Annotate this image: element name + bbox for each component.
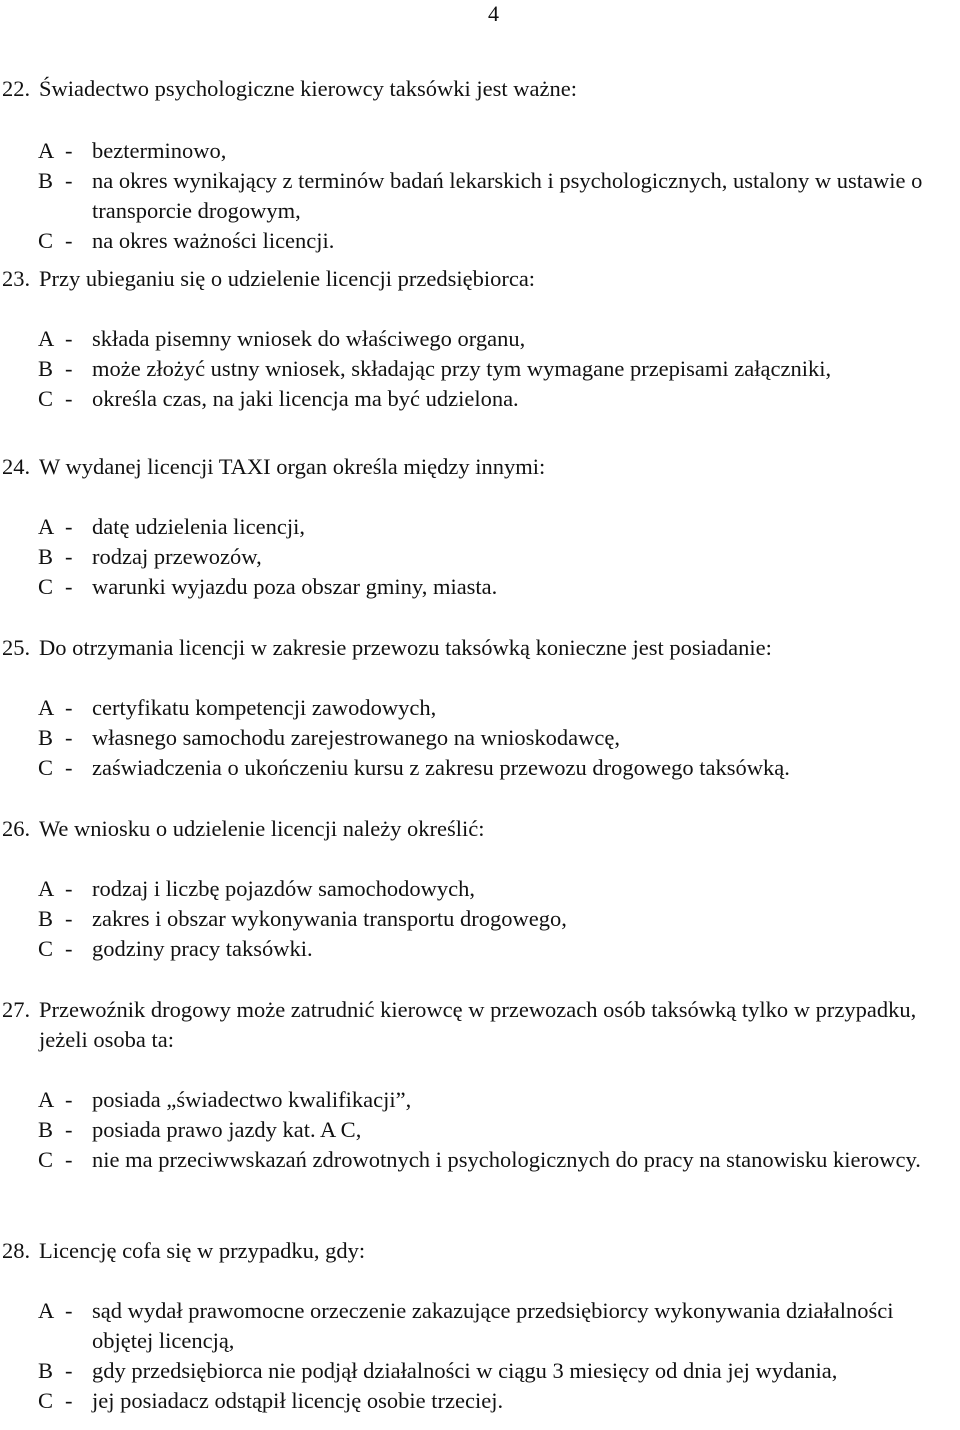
answer-a xyxy=(0,324,960,354)
answer-text: zaświadczenia o ukończeniu kursu z zakresu przewozu drogowego taksówką. xyxy=(92,755,790,780)
answer-dash: - xyxy=(65,386,73,411)
answer-b xyxy=(0,723,960,753)
answer-text: rodzaj i liczbę pojazdów samochodowych, xyxy=(92,876,475,901)
question-number: 26. xyxy=(2,816,31,841)
question-24 xyxy=(0,452,960,633)
answer-dash: - xyxy=(65,1087,73,1112)
question-text: Świadectwo psychologiczne kierowcy taksówki jest ważne: xyxy=(39,76,577,101)
answer-letter: A xyxy=(38,1298,55,1323)
answer-text: godziny pracy taksówki. xyxy=(92,936,313,961)
answer-dash: - xyxy=(65,228,73,253)
answer-c xyxy=(0,572,960,602)
question-text: Przewoźnik drogowy może zatrudnić kierowcę w przewozach osób taksówką tylko w przypadku, jeżeli osoba ta: xyxy=(39,997,917,1052)
answer-dash: - xyxy=(65,168,73,193)
answer-text: gdy przedsiębiorca nie podjął działalności w ciągu 3 miesięcy od dnia jej wydania, xyxy=(92,1358,838,1383)
answer-letter: C xyxy=(38,574,54,599)
answer-c xyxy=(0,226,960,256)
question-23 xyxy=(0,264,960,452)
answer-dash: - xyxy=(65,936,73,961)
answer-dash: - xyxy=(65,514,73,539)
answer-list xyxy=(0,1085,960,1175)
answer-b xyxy=(0,1356,960,1386)
answer-dash: - xyxy=(65,1388,73,1413)
answer-text: na okres wynikający z terminów badań lekarskich i psychologicznych, ustalony w ustawie o transporcie drogowym, xyxy=(92,168,923,223)
answer-text: składa pisemny wniosek do właściwego organu, xyxy=(92,326,526,351)
answer-text: określa czas, na jaki licencja ma być udzielona. xyxy=(92,386,519,411)
answer-a xyxy=(0,874,960,904)
answer-letter: C xyxy=(38,386,54,411)
question-28 xyxy=(0,1236,960,1416)
answer-list xyxy=(0,136,960,256)
answer-a xyxy=(0,1085,960,1115)
answer-dash: - xyxy=(65,695,73,720)
question-text: Do otrzymania licencji w zakresie przewozu taksówką konieczne jest posiadanie: xyxy=(39,635,772,660)
answer-dash: - xyxy=(65,1358,73,1383)
answer-dash: - xyxy=(65,574,73,599)
answer-dash: - xyxy=(65,544,73,569)
page-number: 4 xyxy=(488,1,499,26)
answer-dash: - xyxy=(65,326,73,351)
question-text: We wniosku o udzielenie licencji należy określić: xyxy=(39,816,485,841)
answer-b xyxy=(0,1115,960,1145)
answer-letter: A xyxy=(38,695,55,720)
answer-letter: C xyxy=(38,228,54,253)
question-heading xyxy=(0,633,960,663)
question-text: W wydanej licencji TAXI organ określa między innymi: xyxy=(39,454,546,479)
answer-letter: B xyxy=(38,544,54,569)
answer-c xyxy=(0,384,960,414)
answer-letter: C xyxy=(38,1388,54,1413)
answer-letter: A xyxy=(38,514,55,539)
answer-text: sąd wydał prawomocne orzeczenie zakazujące przedsiębiorcy wykonywania działalności objętej licencją, xyxy=(92,1298,894,1353)
answer-letter: A xyxy=(38,326,55,351)
answer-dash: - xyxy=(65,906,73,931)
answer-a xyxy=(0,1296,960,1356)
answer-letter: A xyxy=(38,1087,55,1112)
answer-letter: B xyxy=(38,1358,54,1383)
answer-dash: - xyxy=(65,1147,73,1172)
question-heading xyxy=(0,264,960,294)
answer-text: własnego samochodu zarejestrowanego na wnioskodawcę, xyxy=(92,725,620,750)
answer-b xyxy=(0,904,960,934)
question-heading xyxy=(0,1236,960,1266)
answer-dash: - xyxy=(65,138,73,163)
answer-letter: B xyxy=(38,168,54,193)
answer-text: bezterminowo, xyxy=(92,138,227,163)
answer-dash: - xyxy=(65,725,73,750)
question-heading xyxy=(0,452,960,482)
answer-letter: C xyxy=(38,755,54,780)
question-number: 25. xyxy=(2,635,31,660)
answer-text: warunki wyjazdu poza obszar gminy, miasta. xyxy=(92,574,498,599)
question-text: Przy ubieganiu się o udzielenie licencji przedsiębiorca: xyxy=(39,266,536,291)
answer-dash: - xyxy=(65,1298,73,1323)
answer-dash: - xyxy=(65,1117,73,1142)
answer-letter: B xyxy=(38,725,54,750)
answer-text: certyfikatu kompetencji zawodowych, xyxy=(92,695,437,720)
question-list xyxy=(0,74,960,1416)
answer-text: nie ma przeciwwskazań zdrowotnych i psychologicznych do pracy na stanowisku kierowcy. xyxy=(92,1147,921,1172)
question-heading xyxy=(0,74,960,104)
question-27 xyxy=(0,995,960,1236)
answer-letter: C xyxy=(38,1147,54,1172)
answer-c xyxy=(0,934,960,964)
answer-text: rodzaj przewozów, xyxy=(92,544,262,569)
question-22 xyxy=(0,74,960,264)
answer-list xyxy=(0,693,960,783)
answer-dash: - xyxy=(65,876,73,901)
answer-letter: B xyxy=(38,1117,54,1142)
answer-list xyxy=(0,512,960,602)
question-heading xyxy=(0,995,960,1055)
answer-b xyxy=(0,166,960,226)
answer-letter: A xyxy=(38,876,55,901)
answer-text: jej posiadacz odstąpił licencję osobie trzeciej. xyxy=(92,1388,504,1413)
question-25 xyxy=(0,633,960,814)
answer-text: datę udzielenia licencji, xyxy=(92,514,306,539)
answer-c xyxy=(0,1386,960,1416)
question-text: Licencję cofa się w przypadku, gdy: xyxy=(39,1238,366,1263)
answer-c xyxy=(0,1145,960,1175)
answer-a xyxy=(0,136,960,166)
answer-dash: - xyxy=(65,755,73,780)
question-number: 22. xyxy=(2,76,31,101)
answer-dash: - xyxy=(65,356,73,381)
answer-a xyxy=(0,693,960,723)
answer-letter: C xyxy=(38,936,54,961)
answer-list xyxy=(0,1296,960,1416)
answer-text: posiada prawo jazdy kat. A C, xyxy=(92,1117,362,1142)
answer-b xyxy=(0,354,960,384)
answer-text: na okres ważności licencji. xyxy=(92,228,335,253)
question-number: 28. xyxy=(2,1238,31,1263)
answer-list xyxy=(0,324,960,414)
question-number: 23. xyxy=(2,266,31,291)
question-number: 27. xyxy=(2,997,31,1022)
question-heading xyxy=(0,814,960,844)
answer-letter: A xyxy=(38,138,55,163)
answer-text: może złożyć ustny wniosek, składając przy tym wymagane przepisami załączniki, xyxy=(92,356,832,381)
answer-text: zakres i obszar wykonywania transportu drogowego, xyxy=(92,906,567,931)
answer-letter: B xyxy=(38,906,54,931)
answer-a xyxy=(0,512,960,542)
answer-b xyxy=(0,542,960,572)
answer-list xyxy=(0,874,960,964)
answer-letter: B xyxy=(38,356,54,381)
answer-c xyxy=(0,753,960,783)
question-26 xyxy=(0,814,960,995)
answer-text: posiada „świadectwo kwalifikacji”, xyxy=(92,1087,412,1112)
question-number: 24. xyxy=(2,454,31,479)
